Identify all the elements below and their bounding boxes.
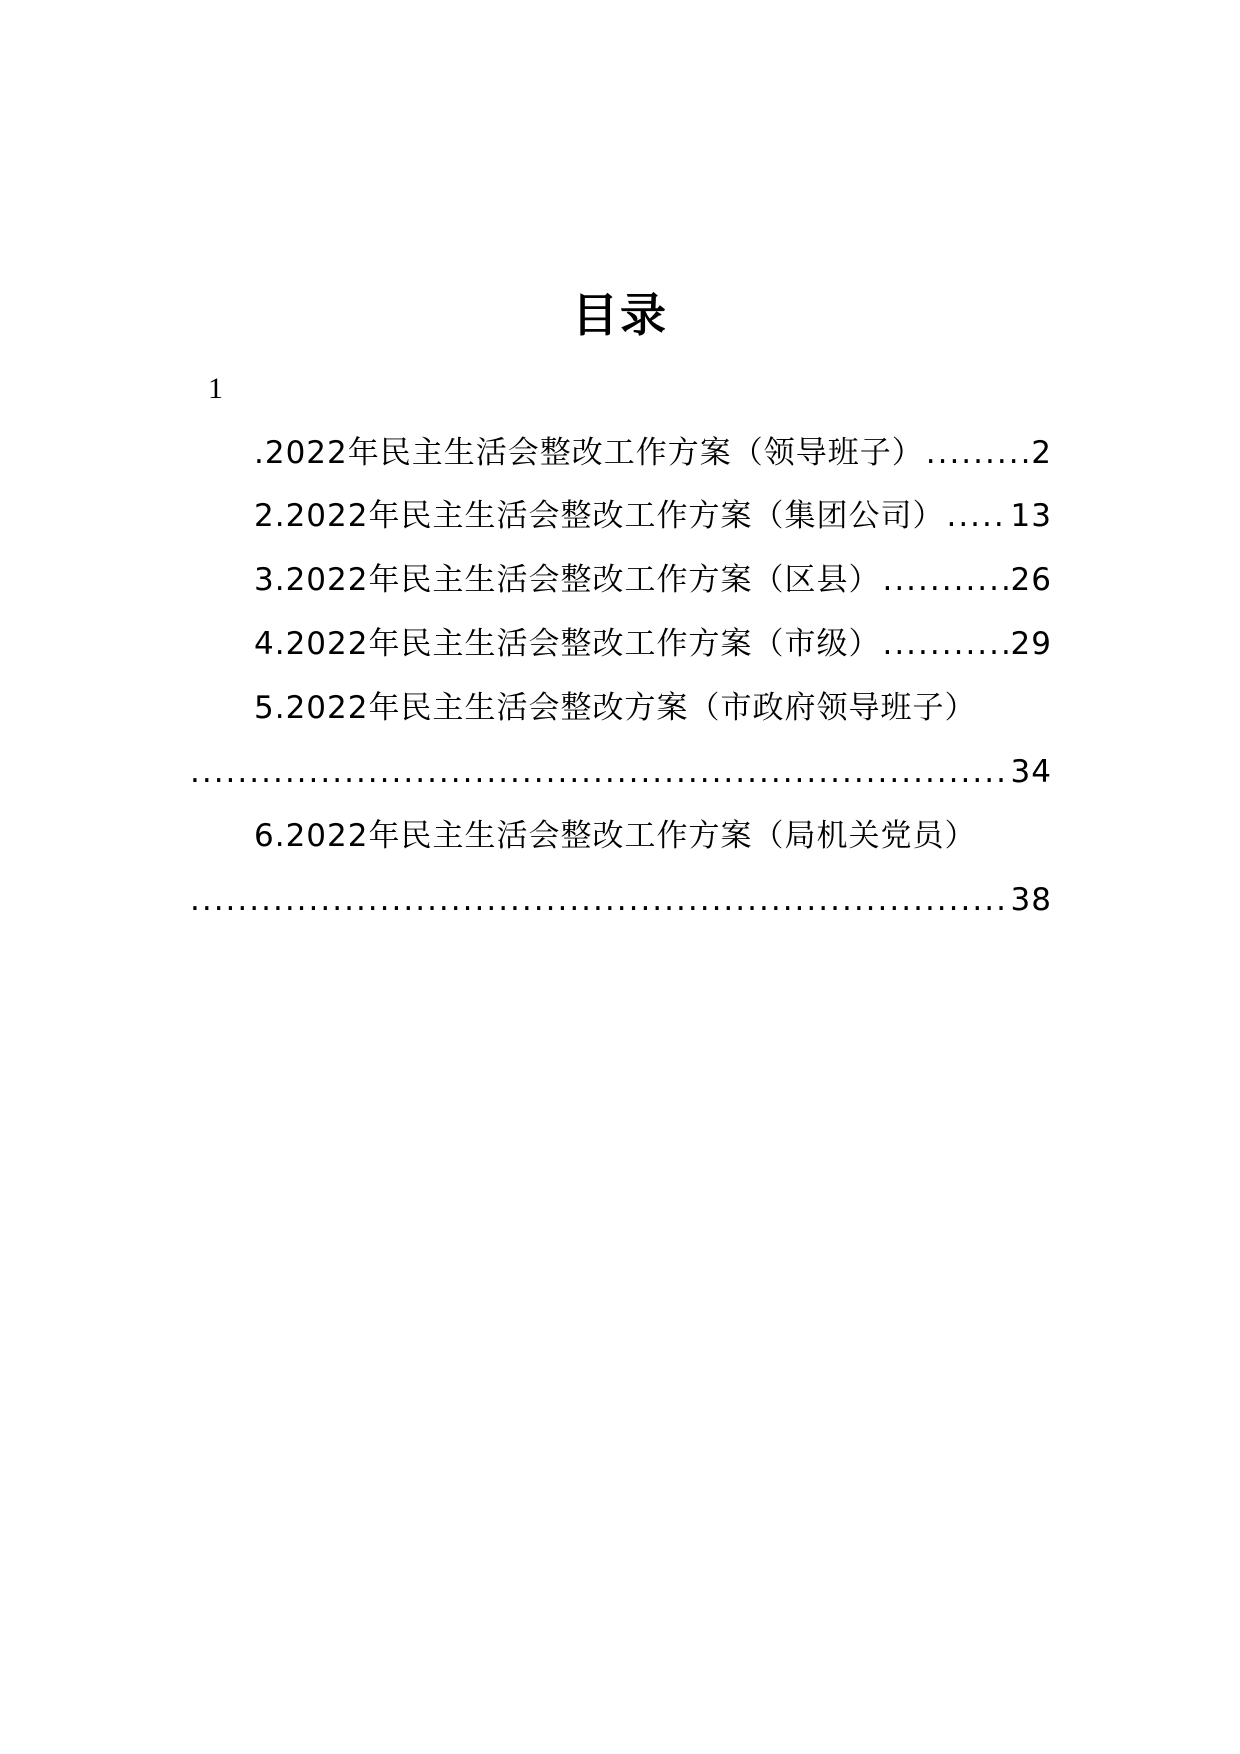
toc-page-number: 2 (1031, 435, 1052, 471)
toc-entry-6-leader-row[interactable] (190, 880, 1052, 920)
toc-entry-5[interactable] (254, 688, 1052, 728)
toc-entry-2[interactable] (254, 496, 1052, 536)
toc-leader-dots (882, 624, 1008, 664)
toc-entry-6[interactable] (254, 816, 1052, 856)
toc-leader-dots (946, 496, 1008, 536)
toc-entry-text: 6.2022年民主生活会整改工作方案（局机关党员） (254, 818, 977, 854)
toc-entry-4[interactable] (254, 624, 1052, 664)
toc-entry-text: 5.2022年民主生活会整改方案（市政府领导班子） (254, 690, 977, 726)
toc-entry-3[interactable] (254, 560, 1052, 600)
stray-page-number: 1 (208, 372, 223, 405)
toc-leader-dots (926, 433, 1030, 473)
toc-leader-dots (190, 880, 1011, 920)
toc-entry-text: 3.2022年民主生活会整改工作方案（区县） (254, 562, 881, 598)
toc-page-number: 29 (1010, 626, 1052, 662)
toc-page-number: 13 (1010, 498, 1052, 534)
toc-page-number: 26 (1010, 562, 1052, 598)
toc-entry-text: 4.2022年民主生活会整改工作方案（市级） (254, 626, 881, 662)
toc-entry-text: 2.2022年民主生活会整改工作方案（集团公司） (254, 498, 945, 534)
toc-title: 目录 (572, 288, 668, 342)
toc-leader-dots (882, 560, 1008, 600)
toc-entry-text: .2022年民主生活会整改工作方案（领导班子） (254, 435, 924, 471)
toc-entry-1[interactable] (254, 433, 1052, 473)
toc-page-number: 38 (1010, 882, 1052, 918)
toc-leader-dots (190, 752, 1011, 792)
toc-entry-5-leader-row[interactable] (190, 752, 1052, 792)
toc-page-number: 34 (1010, 754, 1052, 790)
